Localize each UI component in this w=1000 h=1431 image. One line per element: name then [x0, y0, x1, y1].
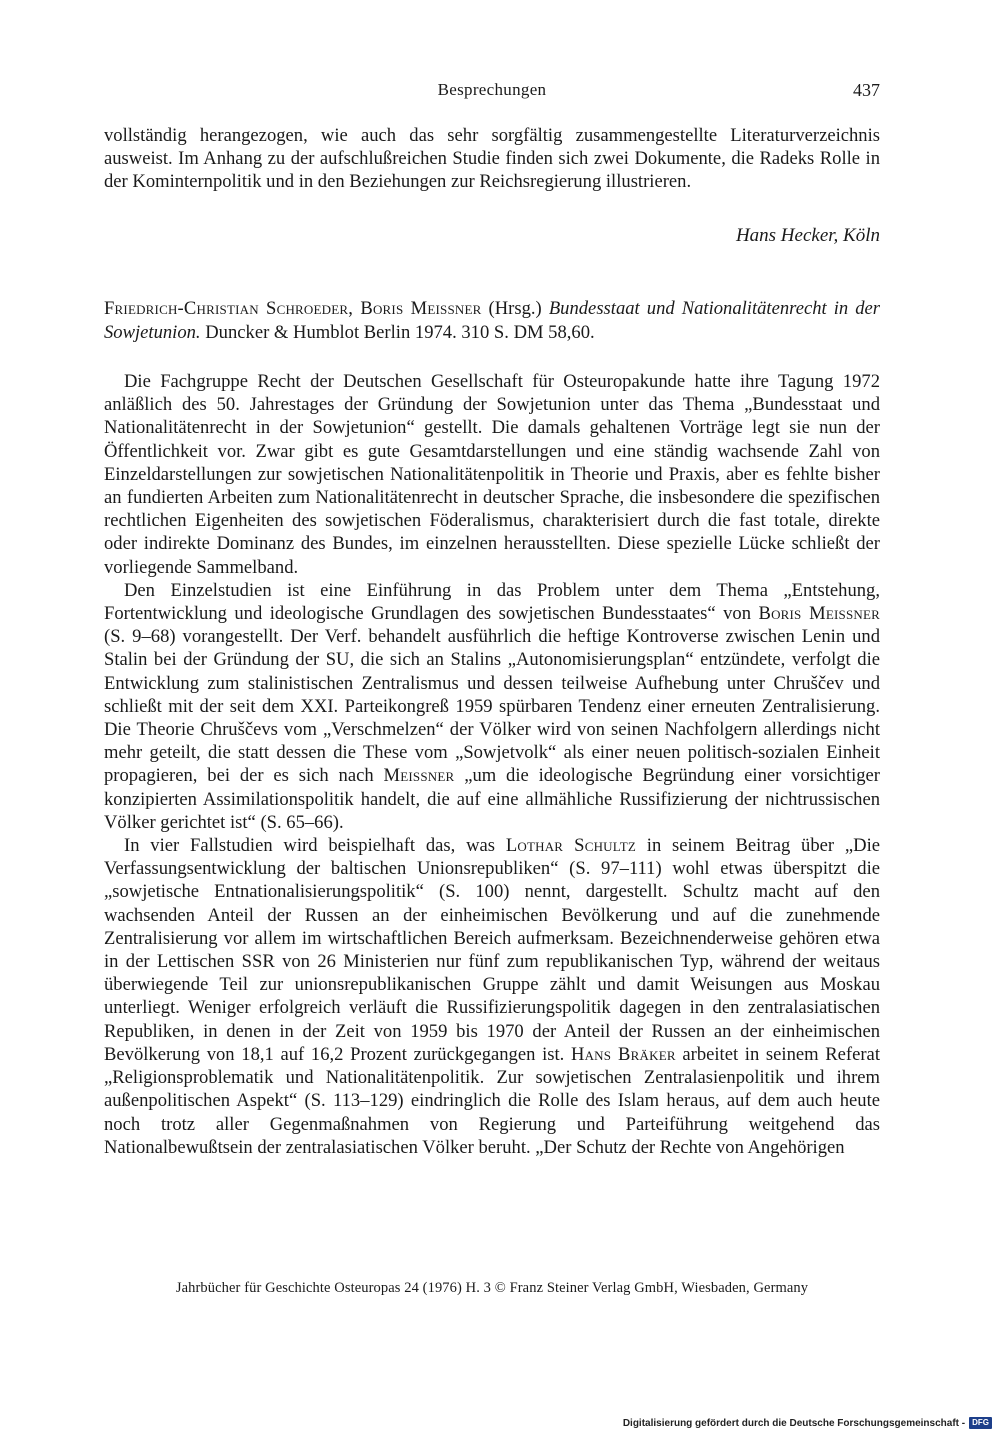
paragraph-text: Den Einzelstudien ist eine Einführung in das Problem unter dem Thema „Entstehung, Fortentwicklung und ideologische Grundlagen des sowjetischen Bundesstaates“ von: [104, 579, 880, 625]
book-citation: [104, 297, 880, 344]
running-head: [104, 80, 880, 110]
book-authors: Friedrich-Christian Schroeder, Boris Meissner: [104, 298, 482, 319]
paragraph-text: (S. 9–68) vorangestellt. Der Verf. behandelt ausführlich die heftige Kontroverse zwischen Lenin und Stalin bei der Gründung der SU, die sich an Stalins „Autonomisierungsplan“ entzündete, verfolgt die Entwicklung zum stalinistischen Zentralismus und dessen teilweise Aufhebung unter Chruščev und schließt mit der seit dem XXI. Parteikongreß 1959 spürbaren Tendenz einer erneuten Zentralisierung. Die Theorie Chruščevs vom „Verschmelzen“ der Völker wird von seinen Nachfolgern allerdings nicht mehr geteilt, die statt dessen die These vom „Sowjetvolk“ als einer neuen politisch-sozialen Einheit propagieren, bei der es sich nach: [104, 626, 880, 787]
reviewer-signature: Hans Hecker, Köln: [735, 225, 880, 246]
running-title: Besprechungen: [437, 80, 547, 99]
continuation-text: vollständig herangezogen, wie auch das sehr sorgfältig zusammengestellte Literaturverzeichnis ausweist. Im Anhang zu der aufschlußreichen Studie finden sich zwei Dokumente, die Radeks Rolle in der Kominternpolitik und in den Beziehungen zur Reichsregierung illustrieren.: [104, 125, 880, 193]
paragraph-text: in seinem Beitrag über „Die Verfassungsentwicklung der baltischen Unionsrepubliken“ (S. 97–111) wohl etwas überspitzt die „sowjetische Entnationalisierungspolitik“ (S. 100) nennt, dargestellt. Schultz macht auf den wachsenden Anteil der Russen an der einheimischen Bevölkerung und auf die zunehmende Zentralisierung vor allem im wirtschaftlichen Bereich aufmerksam. Bezeichnenderweise gehören etwa in der Lettischen SSR von 26 Ministerien nur fünf zum republikanischen Typ, während der weitaus überwiegende Teil zur unionsrepublikanischen Gruppe zählt und damit Weisungen aus Moskau unterliegt. Weniger erfolgreich verläuft die Russifizierungspolitik dagegen in den zentralasiatischen Republiken, in denen in der Zeit von 1959 bis 1970 der Anteil der Russen an der einheimischen Bevölkerung von 18,1 auf 16,2 Prozent zurückgegangen ist.: [104, 835, 880, 1065]
editor-note: (Hrsg.): [481, 298, 549, 319]
digitization-note: Digitalisierung gefördert durch die Deutsche Forschungsgemeinschaft -: [622, 1417, 966, 1429]
author-name: Hans Bräker: [570, 1043, 676, 1065]
review-paragraph: [104, 370, 880, 579]
author-name: Meissner: [383, 765, 455, 787]
dfg-logo-icon: DFG: [969, 1417, 992, 1429]
paragraph-text: „um die ideologische Begründung einer vorsichtiger konzipierten Assimilationspolitik handelt, die auf eine allmähliche Russifizierung der nichtrussischen Völker gerichtet ist“ (S. 65–66).: [104, 765, 880, 833]
author-name: Lothar Schultz: [505, 835, 636, 857]
journal-footer: Jahrbücher für Geschichte Osteuropas 24 (1976) H. 3 © Franz Steiner Verlag GmbH, Wiesbaden, Germany: [175, 1280, 809, 1296]
review-paragraph: [104, 834, 880, 1159]
paragraph-text: In vier Fallstudien wird beispielhaft das, was: [124, 835, 506, 857]
book-title: Bundesstaat und Nationalitätenrecht in der Sowjetunion.: [104, 298, 881, 343]
author-name: Boris Meissner: [758, 603, 881, 625]
paragraph-text: Die Fachgruppe Recht der Deutschen Gesellschaft für Osteuropakunde hatte ihre Tagung 1972 anläßlich des 50. Jahrestages der Gründung der Sowjetunion unter das Thema „Bundesstaat und Nationalitätenrecht in der Sowjetunion“ gestellt. Die damals gehaltenen Vorträge legt sie nun der Öffentlichkeit vor. Zwar gibt es gute Gesamtdarstellungen und eine ständig wachsende Zahl von Einzeldarstellungen zur sowjetischen Nationalitätenpolitik in Theorie und Praxis, aber es fehlte bisher an fundierten Arbeiten zum Nationalitätenrecht in deutscher Sprache, die insbesondere die spezifischen rechtlichen Eigenheiten des sowjetischen Föderalismus, charakterisiert durch die fast totale, direkte oder indirekte Dominanz des Bundes, im einzelnen herausstellten. Diese spezielle Lücke schließt der vorliegende Sammelband.: [104, 371, 880, 578]
page: [104, 0, 880, 1431]
review-body: [104, 370, 880, 1159]
paragraph-text: arbeitet in seinem Referat „Religionsproblematik und Nationalitätenpolitik. Zur sowjetischen Zentralasienpolitik und ihrem außenpolitischen Aspekt“ (S. 113–129) eindringlich die Rolle des Islam heraus, auf dem auch heute noch trotz aller Gegenmaßnahmen von Regierung und Parteiführung weitgehend das Nationalbewußtsein der zentralasiatischen Völker beruht. „Der Schutz der Rechte von Angehörigen: [104, 1043, 880, 1158]
page-number: 437: [853, 80, 880, 100]
digitization-banner: [623, 1417, 992, 1429]
continuation-paragraph: [104, 124, 880, 194]
publication-info: Duncker & Humblot Berlin 1974. 310 S. DM 58,60.: [200, 321, 595, 343]
review-paragraph: [104, 579, 880, 834]
